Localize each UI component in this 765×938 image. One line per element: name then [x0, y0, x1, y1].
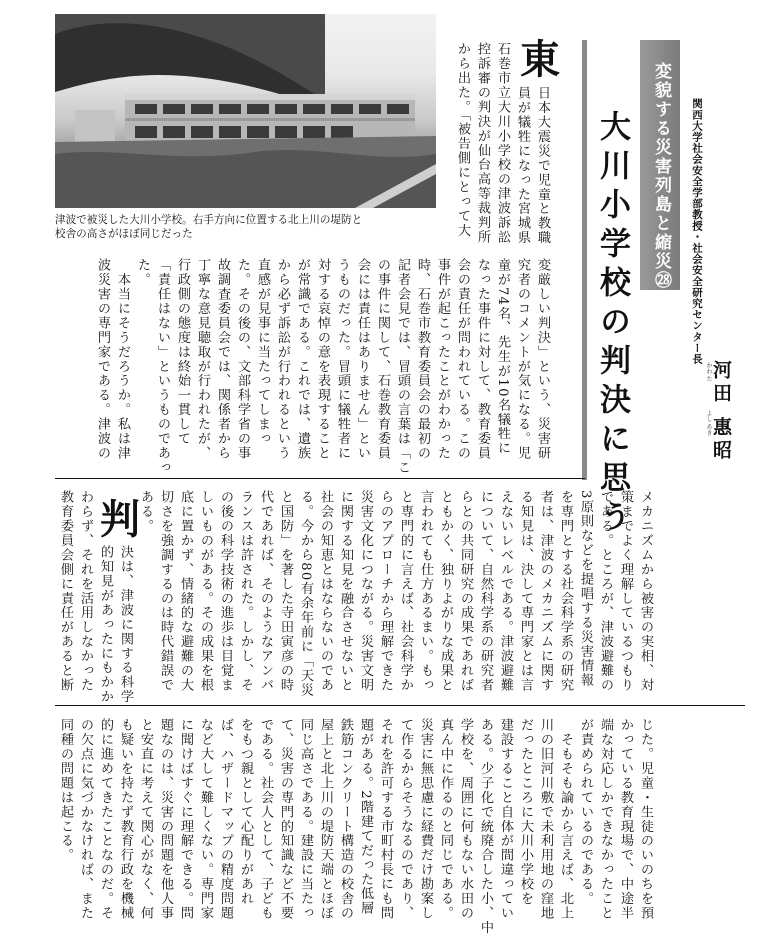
text-column: を専門とする社会科学系の研究 — [558, 490, 573, 693]
text-column: と安直に考えて関心がなく、何 — [138, 718, 153, 921]
text-column: る。今から80有余年前に「天災 — [298, 490, 313, 698]
text-column: 童が74名、先生が10名犠牲に — [495, 258, 510, 456]
text-column: 日本大震災で児童と教職 — [535, 86, 550, 245]
text-column: と国防」を著した寺田寅彦の時 — [278, 490, 293, 693]
text-column: だったところに大川小学校を — [518, 718, 533, 906]
section-divider — [55, 705, 745, 706]
text-column: そもそも論から言えば、北上 — [558, 718, 573, 921]
text-column: から必ず訴訟が行われるという — [275, 258, 290, 461]
damaged-school-illustration — [55, 14, 436, 208]
text-column: 究者のコメントが気になる。児 — [515, 258, 530, 461]
text-column: 故調査委員会では、関係者から — [215, 258, 230, 461]
text-column: 題がある。2階建てだった低層 — [358, 718, 373, 916]
text-column: 石巻市立大川小学校の津波訴訟 — [495, 42, 510, 245]
text-column: 行政側の態度は終始一貫して — [175, 258, 190, 446]
text-column: 同じ高さである。建設に当たっ — [298, 718, 313, 921]
caption-line: 津波で被災した大川小学校。右手方向に位置する北上川の堤防と — [55, 214, 363, 226]
text-column: 会の責任が問われている。この — [455, 258, 470, 461]
text-column: 言われても仕方あるまい。もっ — [418, 490, 433, 693]
article-title: 大川小学校の判決に思う — [594, 110, 630, 539]
text-column: 控訴審の判決が仙台高等裁判所 — [475, 42, 490, 245]
text-column: 社会の知恵とはならないのであ — [318, 490, 333, 693]
school-photo — [55, 14, 436, 208]
text-column: 員が犠牲になった宮城県 — [515, 86, 530, 245]
text-column: 真ん中に作るのと同じである。 — [438, 718, 453, 921]
text-column: 鉄筋コンクリート構造の校舎の — [338, 718, 353, 921]
text-column: の欠点に気づかなければ、また — [78, 718, 93, 921]
text-column: ともかく、独りよがりな成果と — [438, 490, 453, 693]
text-column: それを許可する市町村長にも問 — [378, 718, 393, 921]
text-column: 波災害の専門家である。津波の — [95, 258, 110, 461]
text-column: が責められているのである。 — [578, 718, 593, 906]
text-column: の後の科学技術の進歩は目覚ま — [218, 490, 233, 693]
text-column: をもつ親として心配りがあれ — [238, 718, 253, 906]
author-affiliation: 関西大学社会安全学部教授・社会安全研究センター長 — [691, 98, 703, 365]
text-column: 建設すること自体が間違ってい — [498, 718, 513, 921]
text-column: 同種の問題は起こる。 — [58, 718, 73, 863]
text-column: わらず、それを活用しなかった — [78, 490, 93, 693]
text-column: 災害文化につながる。災害文明 — [358, 490, 373, 693]
text-column: 的に進めてきたことなのだ。そ — [98, 718, 113, 921]
text-column: うものだった。冒頭に犠牲者に — [335, 258, 350, 461]
text-column: 事件が起こったことがわかった — [435, 258, 450, 461]
text-column: メカニズムから被害の実相、対 — [638, 490, 653, 693]
text-column: 決は、津波に関する科学 — [118, 545, 133, 704]
text-column: 川の旧河川敷で未利用地の窪地 — [538, 718, 553, 921]
text-column: 会には責任はありません」とい — [355, 258, 370, 461]
text-column: かっている教育現場で、中途半 — [618, 718, 633, 921]
text-column: 切さを強調するのは時代錯誤で — [158, 490, 173, 693]
text-column: て、災害の専門的知識など不要 — [278, 718, 293, 921]
dropcap-higashi: 東 — [520, 36, 560, 83]
text-column: も疑いを持たず教育行政を機械 — [118, 718, 133, 921]
text-column: 端な対応しかできなかったこと — [598, 718, 613, 921]
text-column: えないレベルである。津波避難 — [498, 490, 513, 693]
text-column: 策までよく理解しているつもり — [618, 490, 633, 693]
text-column: 対する哀悼の意を表現すること — [315, 258, 330, 461]
text-column: ある。 — [138, 490, 153, 534]
text-column: なった事件に対して、教育委員 — [475, 258, 490, 461]
text-column: から出た。「被告側にとって大 — [455, 42, 470, 238]
text-column: 「責任はない」というものであっ — [155, 258, 170, 475]
text-column: 3原則などを提唱する災害情報 — [578, 490, 593, 688]
text-column: 者は、津波のメカニズムに関す — [538, 490, 553, 693]
text-column: 底に置かず、情緒的な避難の大 — [178, 490, 193, 693]
text-column: らのアプローチから理解できた — [378, 490, 393, 693]
text-column: じた。児童・生徒のいのちを預 — [638, 718, 653, 921]
text-column: 災害に無思慮に経費だけ勘案し — [418, 718, 433, 921]
caption-line: 校舎の高さがほぼ同じだった — [55, 228, 193, 240]
text-column: 時、石巻市教育委員会の最初の — [415, 258, 430, 461]
text-column: に関する知見を融合させないと — [338, 490, 353, 693]
text-column: ランスは許された。しかし、そ — [238, 490, 253, 693]
photo-caption — [55, 213, 440, 241]
author-name: 河田 惠昭 — [710, 360, 732, 463]
text-column: ば、ハザードマップの精度問題 — [218, 718, 233, 921]
text-column: と専門的に言えば、社会科学か — [398, 490, 413, 693]
text-column: 変厳しい判決」という、災害研 — [535, 258, 550, 461]
text-column: が常識である。これでは、遺族 — [295, 258, 310, 461]
text-column: て作るからそうなるのであり、 — [398, 718, 413, 921]
text-column: しいものがある。その成果を根 — [198, 490, 213, 693]
author-ruby-family: かわ た — [705, 362, 712, 382]
series-label: 変貌する災害列島と縮災㉘ — [651, 62, 671, 290]
text-column: 題なのは、災害の問題を他人事 — [158, 718, 173, 921]
text-column: 記者会見では、冒頭の言葉は「こ — [395, 258, 410, 475]
text-column: である。ところが、津波避難の — [598, 490, 613, 693]
text-column: に聞けばすぐに理解できる。問 — [178, 718, 193, 921]
text-column: た。その後の、文部科学省の事 — [235, 258, 250, 461]
text-column: 本当にそうだろうか。私は津 — [115, 258, 130, 461]
text-column: ある。少子化で統廃合した小、中 — [478, 718, 493, 935]
text-column: など大して難しくない。専門家 — [198, 718, 213, 921]
text-column: 屋上と北上川の堤防天端とほぼ — [318, 718, 333, 921]
dropcap-han: 判 — [100, 496, 140, 543]
text-column: 的知見があったにもかか — [98, 545, 113, 704]
text-column: 直感が見事に当たってしまっ — [255, 258, 270, 446]
header-accent-bar — [582, 40, 587, 480]
text-column: 丁寧な意見聴取が行われたが、 — [195, 258, 210, 461]
text-column: らとの共同研究の成果であれば — [458, 490, 473, 693]
text-column: た。 — [135, 258, 150, 287]
text-column: の事件に関して、石巻教育委員 — [375, 258, 390, 461]
section-divider — [55, 478, 585, 479]
text-column: 学校を、周囲に何もない水田の — [458, 718, 473, 921]
text-column: 代であれば、そのようなアンバ — [258, 490, 273, 693]
text-column: 教育委員会側に責任があると断 — [58, 490, 73, 693]
text-column: る知見は、決して専門家とは言 — [518, 490, 533, 693]
text-column: である。社会人として、子ども — [258, 718, 273, 921]
text-column: について、自然科学系の研究者 — [478, 490, 493, 693]
author-ruby-given: よし あき — [705, 410, 712, 436]
